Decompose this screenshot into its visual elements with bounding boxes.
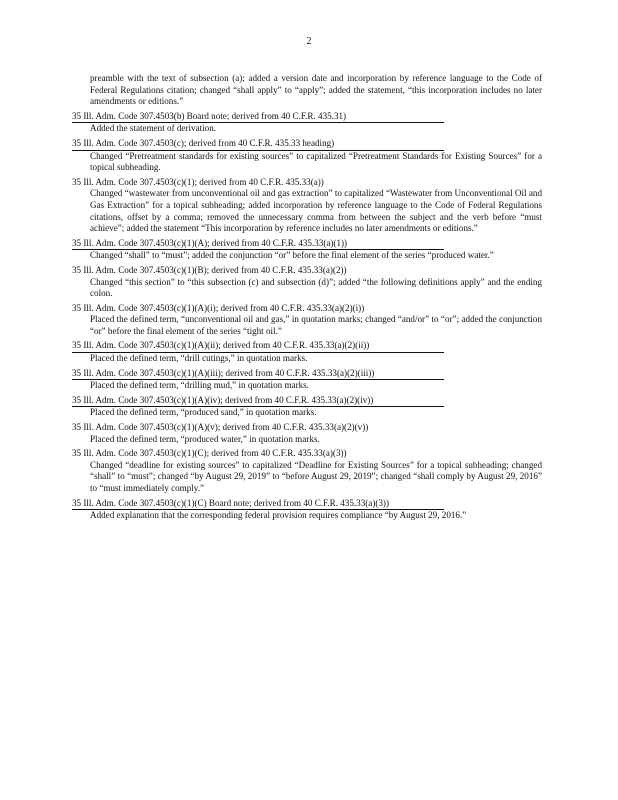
- change-description: preamble with the text of subsection (a); added a version date and incorporation by reference language to the Code of Federal Regulations citation; changed “shall apply” to “apply”; added the statement, “this incorporation includes no later amendments or editions.”: [90, 73, 542, 107]
- derivation-entry: [72, 422, 542, 445]
- citation-line: 35 Ill. Adm. Code 307.4503(c); derived from 40 C.F.R. 435.33 heading): [72, 138, 444, 151]
- citation-line: 35 Ill. Adm. Code 307.4503(c)(1)(A)(ii); derived from 40 C.F.R. 435.33(a)(2)(ii)): [72, 340, 444, 353]
- citation-line: 35 Ill. Adm. Code 307.4503(c)(1)(A)(iii); derived from 40 C.F.R. 435.33(a)(2)(iii)): [72, 368, 444, 381]
- change-description: Changed “deadline for existing sources” to capitalized “Deadline for Existing Sources” for a topical subheading; changed “shall” to “must”; changed “by August 29, 2019” to “before August 29, 2019”; changed “shall comply by August 29, 2016” to “must immediately comply.”: [90, 459, 542, 493]
- derivation-list: [72, 73, 542, 525]
- citation-line: 35 Ill. Adm. Code 307.4503(c)(1)(C) Board note; derived from 40 C.F.R. 435.33(a)(3)): [72, 498, 444, 511]
- derivation-entry: [72, 368, 542, 392]
- change-description: Changed “wastewater from unconventional oil and gas extraction” to capitalized “Wastewater from Unconventional Oil and Gas Extraction” for a topical subheading; added incorporation by reference language to the Code of Federal Regulations citations, offset by a comma; removed the unnecessary comma from between the subject and the verb before “must achieve”; added the statement “This incorporation by reference includes no later amendments or editions.”: [90, 188, 542, 234]
- change-description: Placed the defined term, “drilling mud,” in quotation marks.: [90, 380, 309, 391]
- derivation-entry: [72, 340, 542, 364]
- change-description: Added the statement of derivation.: [90, 123, 217, 134]
- change-description: Added explanation that the corresponding federal provision requires compliance “by August 29, 2016.”: [90, 510, 467, 521]
- citation-line: 35 Ill. Adm. Code 307.4503(c)(1)(A)(iv); derived from 40 C.F.R. 435.33(a)(2)(iv)): [72, 395, 444, 408]
- derivation-entry: [72, 138, 542, 174]
- change-description: Changed “Pretreatment standards for existing sources” to capitalized “Pretreatment Standards for Existing Sources” for a topical subheading.: [90, 150, 542, 173]
- citation-line: 35 Ill. Adm. Code 307.4503(c)(1)(A)(v); derived from 40 C.F.R. 435.33(a)(2)(v)): [72, 422, 369, 433]
- derivation-entry: [72, 265, 542, 300]
- citation-line: 35 Ill. Adm. Code 307.4503(c)(1); derived from 40 C.F.R. 435.33(a)): [72, 176, 324, 187]
- citation-line: 35 Ill. Adm. Code 307.4503(c)(1)(B); derived from 40 C.F.R. 435.33(a)(2)): [72, 264, 347, 275]
- citation-line: 35 Ill. Adm. Code 307.4503(c)(1)(A); derived from 40 C.F.R. 435.33(a)(1)): [72, 238, 444, 251]
- derivation-entry: [72, 238, 542, 262]
- derivation-entry: [72, 498, 542, 522]
- citation-line: 35 Ill. Adm. Code 307.4503(c)(1)(A)(i); derived from 40 C.F.R. 435.33(a)(2)(i)): [72, 302, 365, 313]
- derivation-entry: [72, 111, 542, 135]
- derivation-entry: [72, 177, 542, 235]
- citation-line: 35 Ill. Adm. Code 307.4503(c)(1)(C); derived from 40 C.F.R. 435.33(a)(3)): [72, 448, 347, 459]
- change-description: Placed the defined term, “produced sand,” in quotation marks.: [90, 407, 317, 418]
- derivation-entry: [72, 73, 542, 108]
- change-description: Placed the defined term, “produced water,” in quotation marks.: [90, 433, 320, 444]
- derivation-entry: [72, 395, 542, 419]
- change-description: Placed the defined term, “unconventional oil and gas,” in quotation marks; changed “and/or” to “or”; added the conjunction “or” before the final element of the series “tight oil.”: [90, 314, 542, 336]
- change-description: Changed “this section” to “this subsection (c) and subsection (d)”; added “the following definitions apply” and the ending colon.: [90, 276, 542, 299]
- derivation-entry: [72, 448, 542, 494]
- page-number: 2: [306, 36, 312, 47]
- citation-line: 35 Ill. Adm. Code 307.4503(b) Board note; derived from 40 C.F.R. 435.31): [72, 111, 444, 124]
- change-description: Placed the defined term, “drill cutings,” in quotation marks.: [90, 353, 308, 364]
- change-description: Changed “shall” to “must”; added the conjunction “or” before the final element of the series “produced water.”: [90, 250, 494, 261]
- derivation-entry: [72, 303, 542, 338]
